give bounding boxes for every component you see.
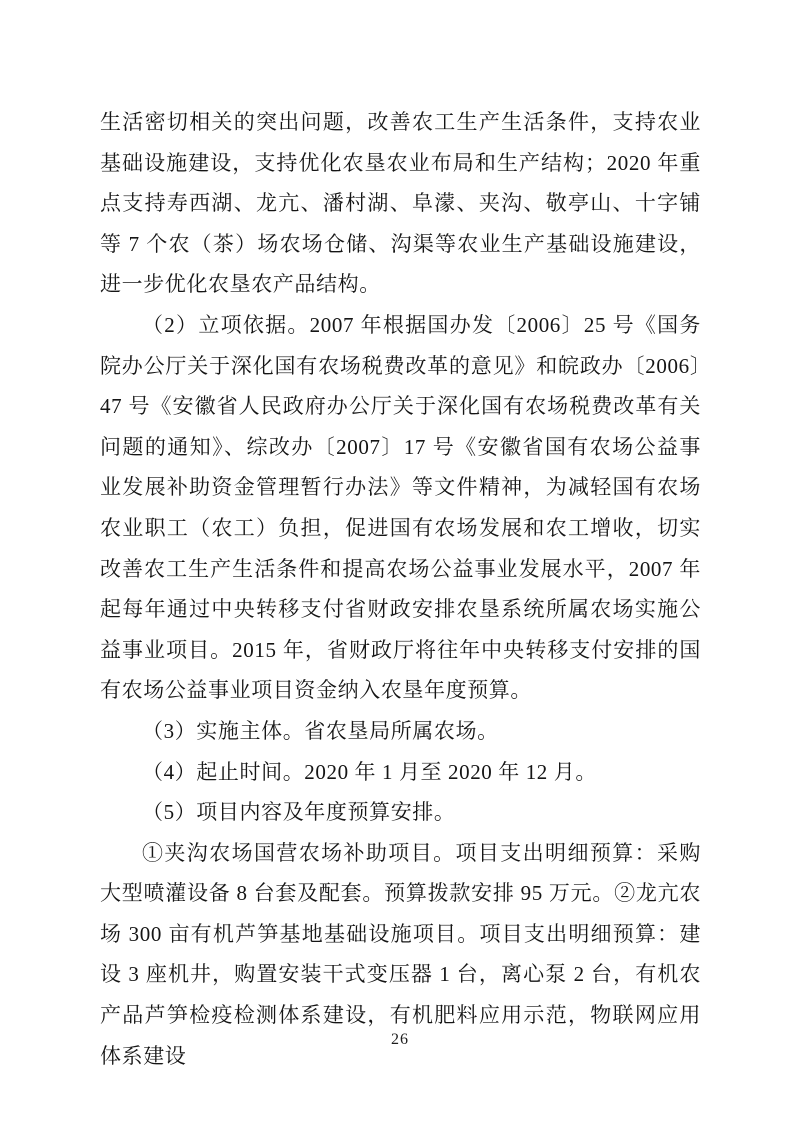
paragraph-item-3-implementing-body: （3）实施主体。省农垦局所属农场。: [142, 718, 499, 743]
paragraph-item-5-budget-arrangement: （5）项目内容及年度预算安排。: [142, 800, 456, 825]
paragraph-subitems-projects: ①夹沟农场国营农场补助项目。项目支出明细预算：采购大型喷灌设备 8 台套及配套。预算拨款安排 95 万元。②龙亢农场 300 亩有机芦笋基地基础设施项目。项目支出明细预算：建设 3 座机井，购置安装干式变压器 1 台，离心泵 2 台，有机农产品芦笋检疫检测体系建设，有机肥料应用示范，物联网应用体系建设: [100, 840, 701, 1068]
paragraph-item-4-time-period: （4）起止时间。2020 年 1 月至 2020 年 12 月。: [142, 759, 597, 784]
page-number: 26: [391, 1031, 409, 1048]
document-body: [100, 102, 701, 1076]
paragraph-continuation: 生活密切相关的突出问题，改善农工生产生活条件，支持农业基础设施建设，支持优化农垦农业布局和生产结构；2020 年重点支持寿西湖、龙亢、潘村湖、阜濛、夹沟、敬亭山、十字铺等 7 个农（茶）场农场仓储、沟渠等农业生产基础设施建设，进一步优化农垦农产品结构。: [100, 110, 701, 297]
paragraph-item-2-project-basis: （2）立项依据。2007 年根据国办发〔2006〕25 号《国务院办公厅关于深化国有农场税费改革的意见》和皖政办〔2006〕47 号《安徽省人民政府办公厅关于深化国有农场税费改革有关问题的通知》、综改办〔2007〕17 号《安徽省国有农场公益事业发展补助资金管理暂行办法》等文件精神，为减轻国有农场农业职工（农工）负担，促进国有农场发展和农工增收，切实改善农工生产生活条件和提高农场公益事业发展水平，2007 年起每年通过中央转移支付省财政安排农垦系统所属农场实施公益事业项目。2015 年，省财政厅将往年中央转移支付安排的国有农场公益事业项目资金纳入农垦年度预算。: [100, 312, 701, 703]
